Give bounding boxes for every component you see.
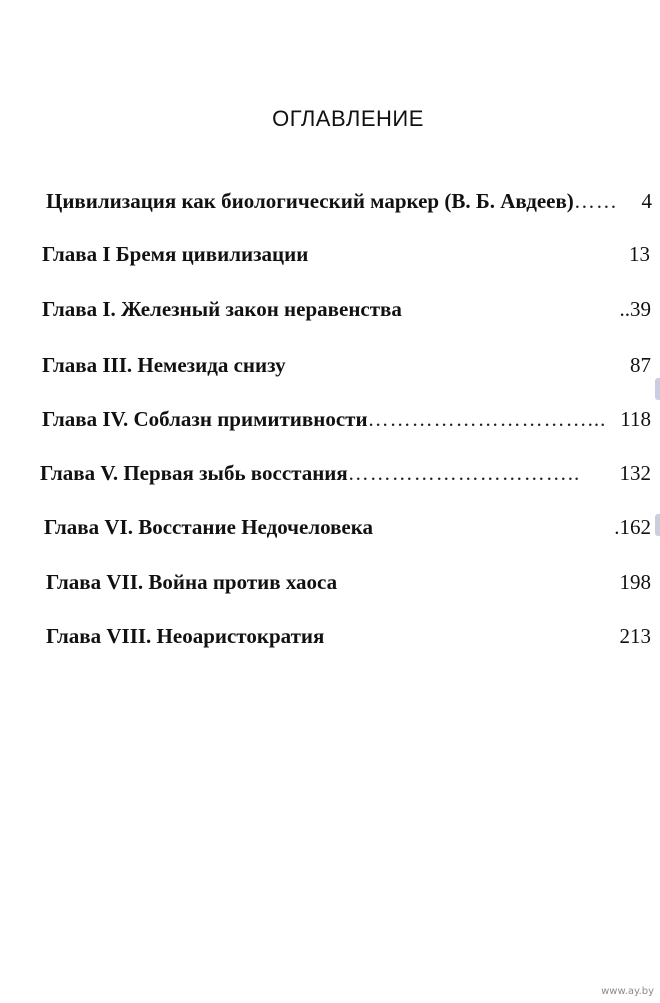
toc-entry-title: Глава VI. Восстание Недочеловека bbox=[44, 515, 374, 539]
toc-entry-title: Глава VIII. Неоаристократия bbox=[46, 624, 325, 648]
toc-entry-intro bbox=[46, 189, 652, 214]
page-edge-tab bbox=[655, 514, 660, 536]
toc-entry-chapter-2 bbox=[42, 297, 651, 322]
toc-entry-page: 118 bbox=[620, 407, 651, 431]
toc-entry-leader: ………………………….. bbox=[347, 461, 581, 485]
toc-entry-title: Глава I Бремя цивилизации bbox=[42, 242, 309, 266]
toc-entry-chapter-3 bbox=[42, 353, 651, 378]
toc-entry-page: ..39 bbox=[619, 297, 651, 321]
toc-entry-chapter-1 bbox=[42, 242, 650, 267]
toc-entry-title: Глава IV. Соблазн примитивности bbox=[42, 407, 368, 431]
toc-entry-page: 198 bbox=[619, 570, 651, 594]
toc-entry-chapter-8 bbox=[46, 624, 651, 649]
toc-entry-leader: …………………………... bbox=[367, 407, 607, 431]
toc-entry-title: Глава VII. Война против хаоса bbox=[46, 570, 338, 594]
toc-entry-chapter-7 bbox=[46, 570, 651, 595]
toc-heading: ОГЛАВЛЕНИЕ bbox=[272, 106, 424, 131]
toc-entry-title: Глава V. Первая зыбь восстания bbox=[40, 461, 348, 485]
toc-entry-page: 4 bbox=[641, 189, 652, 213]
toc-entry-chapter-6 bbox=[44, 515, 651, 540]
toc-entry-page: 213 bbox=[619, 624, 651, 648]
toc-entry-leader: …… bbox=[573, 189, 618, 213]
toc-entry-title: Глава I. Железный закон неравенства bbox=[42, 297, 402, 321]
toc-entry-page: 13 bbox=[629, 242, 650, 266]
toc-entry-title: Цивилизация как биологический маркер (В. Б. Авдеев) bbox=[46, 189, 574, 213]
toc-entry-chapter-4 bbox=[42, 407, 651, 432]
page-edge-tab bbox=[655, 378, 660, 400]
toc-entry-title: Глава III. Немезида снизу bbox=[42, 353, 286, 377]
toc-entry-page: 87 bbox=[630, 353, 651, 377]
toc-entry-page: .162 bbox=[614, 515, 651, 539]
watermark: www.ay.by bbox=[601, 986, 654, 997]
toc-entry-chapter-5 bbox=[40, 461, 651, 486]
toc-entry-page: 132 bbox=[619, 461, 651, 485]
